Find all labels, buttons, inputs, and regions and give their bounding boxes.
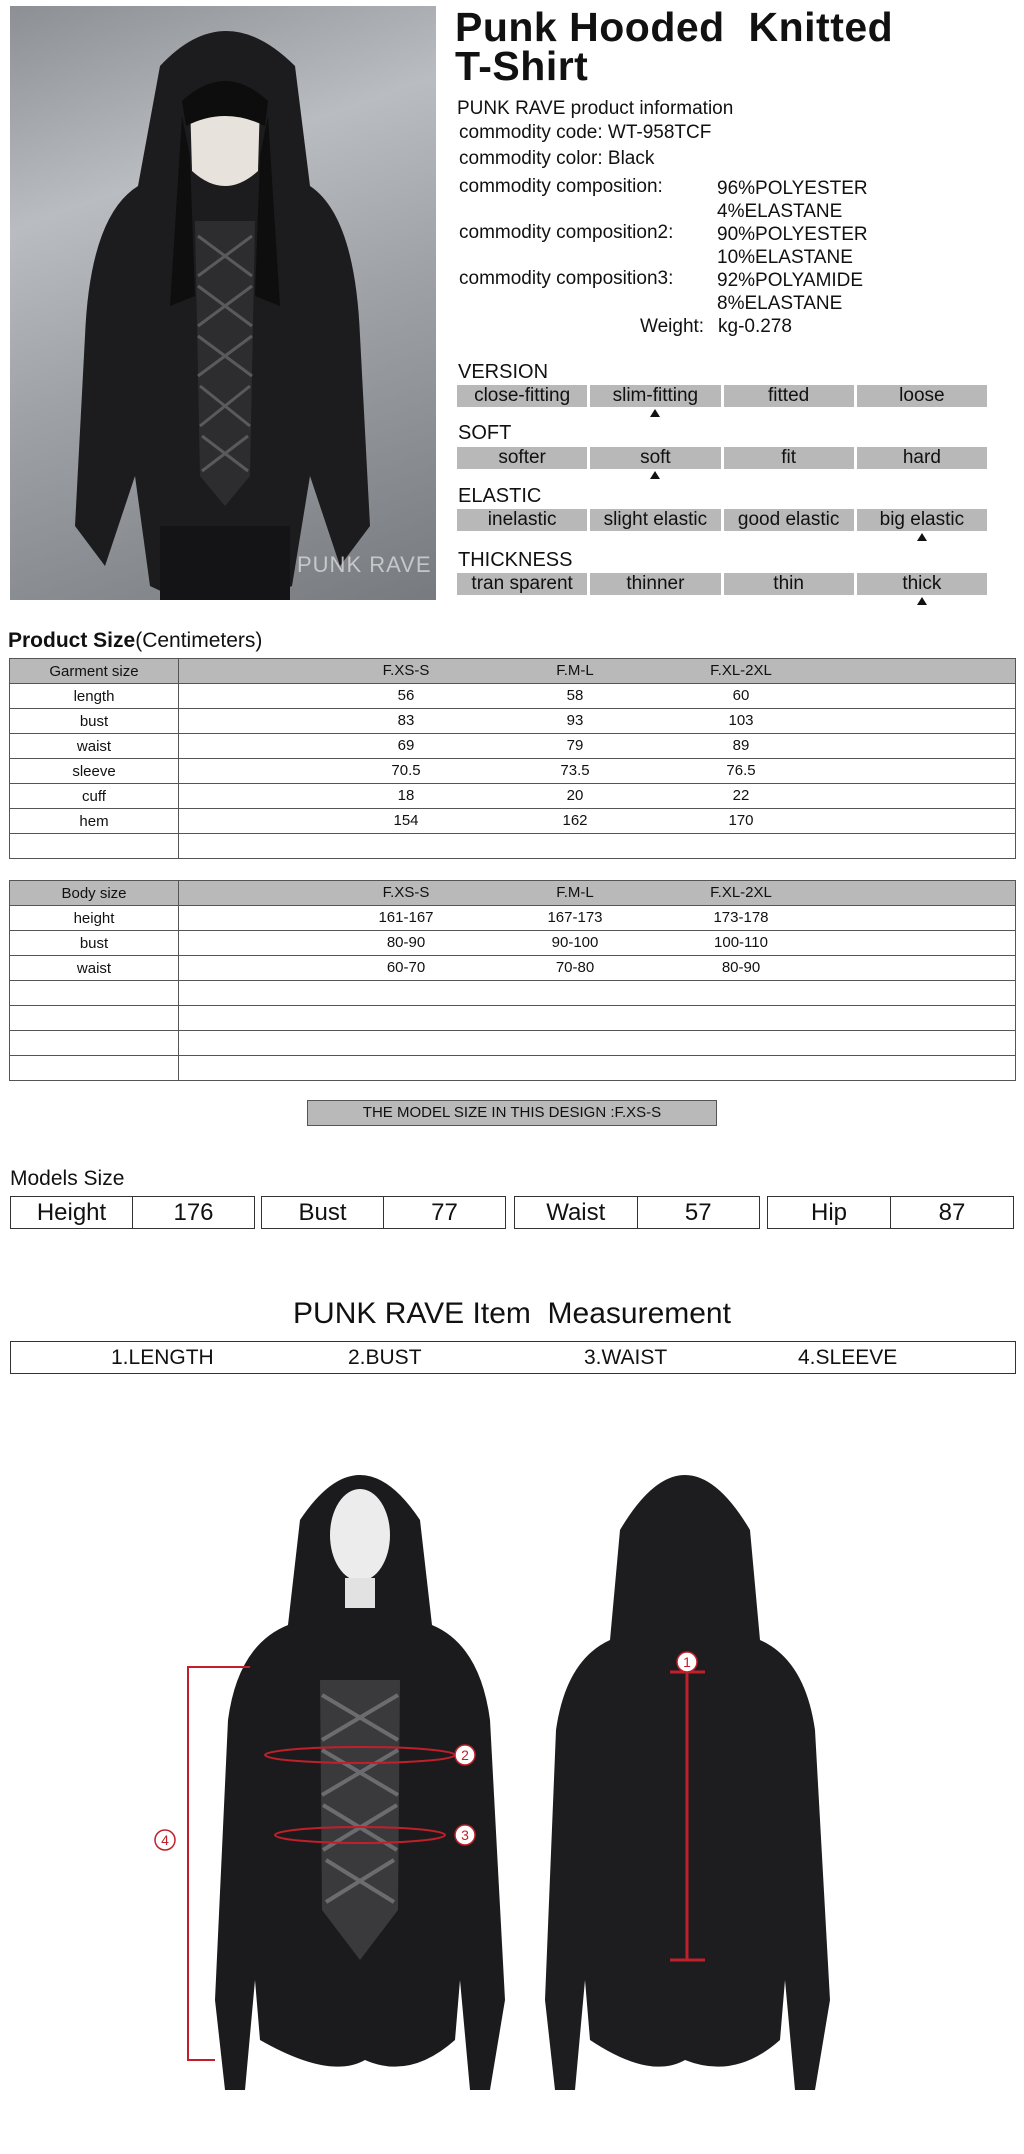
table-row <box>10 684 1016 709</box>
size-value: F.XS-S <box>382 884 430 901</box>
product-title-line2: T-Shirt <box>455 43 589 89</box>
commodity-code <box>459 122 711 144</box>
row-values <box>179 906 1016 931</box>
size-value: F.XL-2XL <box>710 884 772 901</box>
table-row <box>10 809 1016 834</box>
row-label <box>10 1056 179 1081</box>
size-value: 173-178 <box>713 909 769 926</box>
size-value: 162 <box>562 812 588 829</box>
model-stat-label: Waist <box>515 1197 638 1228</box>
table-row <box>10 759 1016 784</box>
selected-marker-icon <box>650 409 660 417</box>
size-value: 76.5 <box>726 762 756 779</box>
marker-number: 1 <box>683 1654 691 1670</box>
product-size-heading <box>8 629 262 653</box>
size-value: F.XL-2XL <box>710 662 772 679</box>
row-label: Body size <box>10 881 179 906</box>
table-row <box>10 981 1016 1006</box>
scale-option: good elastic <box>724 509 854 531</box>
table-row <box>10 906 1016 931</box>
scale-option: slim-fitting <box>590 385 720 407</box>
row-values <box>179 881 1016 906</box>
row-values <box>179 684 1016 709</box>
model-stat-hip <box>767 1196 1014 1229</box>
scale-row <box>457 385 987 407</box>
size-value: 103 <box>728 712 754 729</box>
row-values <box>179 956 1016 981</box>
row-values <box>179 1006 1016 1031</box>
size-value: 70.5 <box>391 762 421 779</box>
scale-option: close-fitting <box>457 385 587 407</box>
photo-watermark: PUNK RAVE <box>297 552 432 577</box>
table-row <box>10 956 1016 981</box>
model-stat-value: 176 <box>173 1199 214 1226</box>
row-label: Garment size <box>10 659 179 684</box>
scale-option: tran sparent <box>457 573 587 595</box>
scale-option: thin <box>724 573 854 595</box>
composition2-value: 90%POLYESTER <box>717 224 868 245</box>
row-values <box>179 784 1016 809</box>
composition-values <box>717 177 868 223</box>
scale-row <box>457 509 987 531</box>
size-value: 80-90 <box>386 934 426 951</box>
size-value: 60-70 <box>386 959 426 976</box>
model-stat-value: 87 <box>938 1199 966 1226</box>
size-value: 20 <box>566 787 584 804</box>
measurement-heading: PUNK RAVE Item Measurement <box>293 1297 731 1330</box>
waist-ellipse <box>275 1827 445 1843</box>
size-value: 70-80 <box>555 959 595 976</box>
model-illustration <box>10 6 436 600</box>
models-size-heading: Models Size <box>10 1167 125 1190</box>
model-stat-value: 57 <box>684 1199 712 1226</box>
table-row <box>10 1006 1016 1031</box>
measurement-item-bust: 2.BUST <box>348 1346 422 1369</box>
measurement-item-sleeve: 4.SLEEVE <box>798 1346 898 1369</box>
row-label: bust <box>10 709 179 734</box>
scale-option: thinner <box>590 573 720 595</box>
row-values <box>179 1031 1016 1056</box>
product-title-line1: Punk Hooded Knitted <box>455 4 894 50</box>
model-stat-value: 77 <box>431 1199 458 1226</box>
size-value: 22 <box>732 787 750 804</box>
scale-option: loose <box>857 385 987 407</box>
bust-ellipse <box>265 1747 455 1763</box>
size-value: 60 <box>732 687 750 704</box>
row-label <box>10 1006 179 1031</box>
code-label: commodity code: <box>459 122 603 143</box>
row-label: height <box>10 906 179 931</box>
garment-measurement-diagram <box>0 1440 1024 2145</box>
composition-value: 4%ELASTANE <box>717 201 843 222</box>
model-stat-label: Hip <box>768 1197 891 1228</box>
size-value: 80-90 <box>721 959 761 976</box>
product-photo <box>10 6 436 600</box>
measurement-legend <box>10 1341 1016 1374</box>
marker-number: 3 <box>461 1827 469 1843</box>
scale-option: slight elastic <box>590 509 720 531</box>
marker-number: 4 <box>161 1832 169 1848</box>
row-values <box>179 759 1016 784</box>
composition3-value: 8%ELASTANE <box>717 293 843 314</box>
row-label: length <box>10 684 179 709</box>
weight-value: kg-0.278 <box>718 316 792 337</box>
model-stat-label: Bust <box>262 1197 384 1228</box>
color-label: commodity color: <box>459 148 603 169</box>
composition2-values <box>717 223 868 269</box>
scale-row <box>457 573 987 595</box>
scale-option: hard <box>857 447 987 469</box>
body-size-table <box>9 880 1016 1081</box>
row-label <box>10 1031 179 1056</box>
model-stat-label: Height <box>11 1197 133 1228</box>
size-value: 89 <box>732 737 750 754</box>
size-value: 100-110 <box>714 934 768 951</box>
scale-option: big elastic <box>857 509 987 531</box>
product-size-title: Product Size <box>8 629 136 652</box>
row-label: waist <box>10 734 179 759</box>
product-title <box>455 4 1015 89</box>
table-row <box>10 709 1016 734</box>
row-values <box>179 931 1016 956</box>
info-heading: PUNK RAVE product information <box>457 98 734 119</box>
row-label: bust <box>10 931 179 956</box>
size-value: F.M-L <box>556 662 594 679</box>
selected-marker-icon <box>650 471 660 479</box>
size-value: 56 <box>397 687 415 704</box>
size-value: 73.5 <box>560 762 590 779</box>
table-row <box>10 734 1016 759</box>
table-row <box>10 834 1016 859</box>
code-value: WT-958TCF <box>607 122 712 143</box>
weight-label: Weight: <box>640 316 705 337</box>
table-header-row <box>10 659 1016 684</box>
scale-title: VERSION <box>458 361 549 383</box>
composition3-label: commodity composition3: <box>459 268 674 289</box>
measurement-item-length: 1.LENGTH <box>111 1346 214 1369</box>
size-value: 170 <box>728 812 754 829</box>
scale-title: THICKNESS <box>458 549 573 571</box>
measurement-overlay <box>0 1440 1024 2140</box>
color-value: Black <box>607 148 655 169</box>
row-values <box>179 834 1016 859</box>
scale-option: soft <box>590 447 720 469</box>
row-values <box>179 709 1016 734</box>
scale-option: inelastic <box>457 509 587 531</box>
selected-marker-icon <box>917 597 927 605</box>
composition2-label: commodity composition2: <box>459 222 674 243</box>
size-value: 154 <box>393 812 419 829</box>
row-label <box>10 834 179 859</box>
row-label: hem <box>10 809 179 834</box>
garment-size-table <box>9 658 1016 859</box>
marker-number: 2 <box>461 1747 469 1763</box>
table-row <box>10 1031 1016 1056</box>
scale-title: SOFT <box>458 422 512 444</box>
size-value: 90-100 <box>551 934 599 951</box>
size-value: 83 <box>397 712 415 729</box>
size-value: 167-173 <box>547 909 603 926</box>
scale-title: ELASTIC <box>458 485 542 507</box>
row-label: waist <box>10 956 179 981</box>
size-value: F.XS-S <box>382 662 430 679</box>
sleeve-bracket <box>188 1667 250 2060</box>
table-row <box>10 784 1016 809</box>
scale-option: fitted <box>724 385 854 407</box>
product-size-unit: (Centimeters) <box>135 629 263 652</box>
composition3-values <box>717 269 863 315</box>
model-size-note: THE MODEL SIZE IN THIS DESIGN :F.XS-S <box>307 1100 717 1126</box>
row-values <box>179 809 1016 834</box>
size-value: 79 <box>566 737 584 754</box>
scale-option: fit <box>724 447 854 469</box>
model-stat-waist <box>514 1196 760 1229</box>
selected-marker-icon <box>917 533 927 541</box>
size-value: 58 <box>566 687 584 704</box>
composition3-value: 92%POLYAMIDE <box>717 270 864 291</box>
composition-value: 96%POLYESTER <box>717 178 868 199</box>
row-values <box>179 1056 1016 1081</box>
size-value: F.M-L <box>556 884 594 901</box>
row-values <box>179 981 1016 1006</box>
model-stat-height <box>10 1196 255 1229</box>
row-label: sleeve <box>10 759 179 784</box>
size-value: 18 <box>397 787 415 804</box>
composition-label: commodity composition: <box>459 176 663 197</box>
row-label <box>10 981 179 1006</box>
table-row <box>10 1056 1016 1081</box>
commodity-color <box>459 148 654 170</box>
row-label: cuff <box>10 784 179 809</box>
table-header-row <box>10 881 1016 906</box>
size-value: 161-167 <box>378 909 434 926</box>
size-value: 69 <box>397 737 415 754</box>
table-row <box>10 931 1016 956</box>
row-values <box>179 734 1016 759</box>
scale-option: thick <box>857 573 987 595</box>
scale-option: softer <box>457 447 587 469</box>
row-values <box>179 659 1016 684</box>
size-value: 93 <box>566 712 584 729</box>
scale-row <box>457 447 987 469</box>
measurement-item-waist: 3.WAIST <box>584 1346 668 1369</box>
model-stat-bust <box>261 1196 506 1229</box>
composition2-value: 10%ELASTANE <box>717 247 853 268</box>
